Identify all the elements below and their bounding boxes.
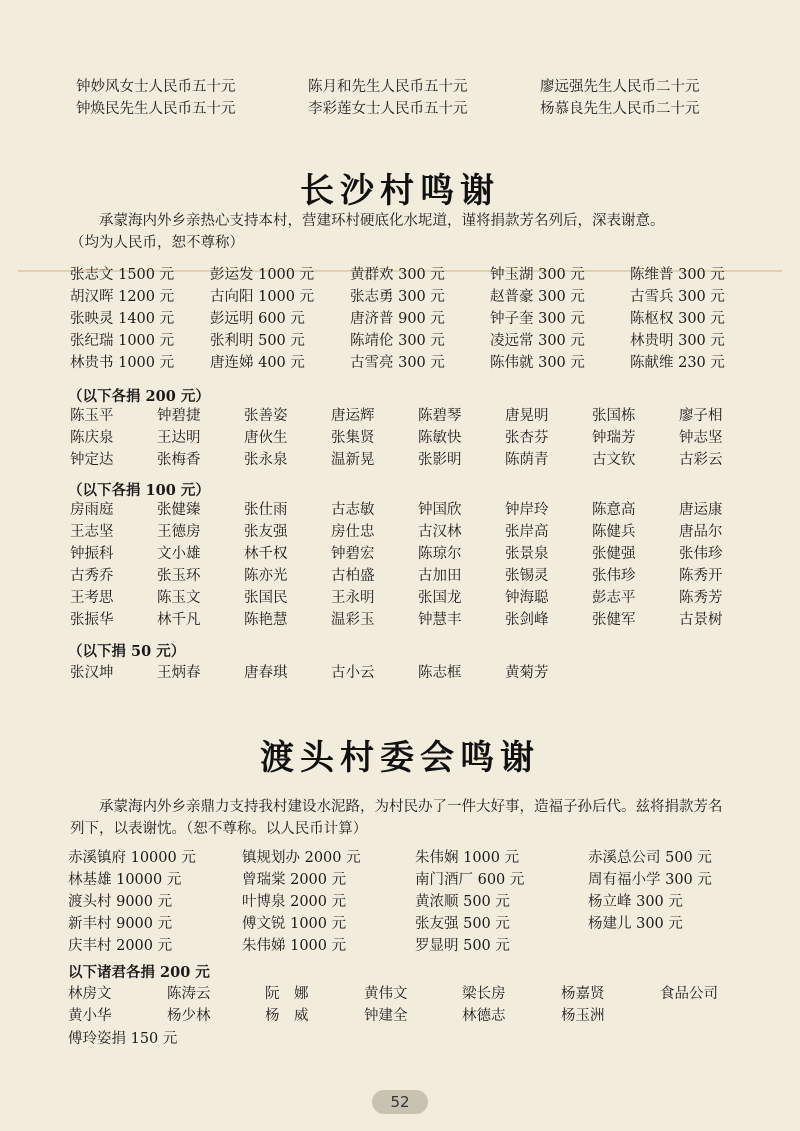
- donor-entry: 陈维普 300 元: [630, 267, 725, 283]
- donor-entry: 杨建儿 300 元: [588, 916, 683, 932]
- donor-entry: 李彩莲女士人民币五十元: [308, 101, 468, 117]
- donor-name: 陈秀芳: [679, 590, 723, 606]
- donor-name: 古秀乔: [70, 568, 114, 584]
- donor-entry: 朱伟娣 1000 元: [242, 938, 347, 954]
- donor-entry: 黄浓顺 500 元: [415, 894, 510, 910]
- donor-name: 张国民: [244, 590, 288, 606]
- donor-name: 陈敏快: [418, 430, 462, 446]
- donor-name: 张仕雨: [244, 502, 288, 518]
- donor-name: 王志坚: [70, 524, 114, 540]
- donor-entry: 张纪瑞 1000 元: [70, 333, 175, 349]
- donor-name: 张永泉: [244, 452, 288, 468]
- donor-name: 王达明: [157, 430, 201, 446]
- donor-name: 古小云: [331, 665, 375, 681]
- donor-entry: 陈月和先生人民币五十元: [308, 79, 468, 95]
- donor-entry: 凌远常 300 元: [490, 333, 585, 349]
- donor-entry: 张利明 500 元: [210, 333, 305, 349]
- donor-name: 钟国欣: [418, 502, 462, 518]
- donor-name: 钟建全: [364, 1008, 408, 1024]
- donor-entry: 彭运发 1000 元: [210, 267, 315, 283]
- donor-entry: 周有福小学 300 元: [588, 872, 712, 888]
- donor-name: 王炳春: [157, 665, 201, 681]
- donor-name: 陈荫青: [505, 452, 549, 468]
- donor-entry: 林贵明 300 元: [630, 333, 725, 349]
- donor-name: 张汉坤: [70, 665, 114, 681]
- section2-title: 渡头村委会鸣谢: [260, 738, 540, 778]
- donor-name: 钟海聪: [505, 590, 549, 606]
- donor-entry: 廖远强先生人民币二十元: [540, 79, 700, 95]
- donor-entry: 陈伟就 300 元: [490, 355, 585, 371]
- donor-entry: 罗显明 500 元: [415, 938, 510, 954]
- donor-entry: 南门酒厂 600 元: [415, 872, 525, 888]
- donor-entry: 朱伟娴 1000 元: [415, 850, 520, 866]
- donor-name: 林千凡: [157, 612, 201, 628]
- donor-name: 杨少林: [167, 1008, 211, 1024]
- donor-entry: 钟妙风女士人民币五十元: [76, 79, 236, 95]
- donor-name: 陈涛云: [167, 986, 211, 1002]
- donor-name: 王永明: [331, 590, 375, 606]
- donor-entry: 杨慕良先生人民币二十元: [540, 101, 700, 117]
- donor-name: 张振华: [70, 612, 114, 628]
- donor-name: 钟岸玲: [505, 502, 549, 518]
- donor-entry: 古雪亮 300 元: [350, 355, 445, 371]
- donor-name: 张集贤: [331, 430, 375, 446]
- donor-name: 文小雄: [157, 546, 201, 562]
- donor-name: 廖子相: [679, 408, 723, 424]
- donor-name: 王德房: [157, 524, 201, 540]
- donor-name: 张国龙: [418, 590, 462, 606]
- donor-name: 古文钦: [592, 452, 636, 468]
- donor-name: 张伟珍: [592, 568, 636, 584]
- donor-entry: 陈枢权 300 元: [630, 311, 725, 327]
- donor-name: 唐运康: [679, 502, 723, 518]
- donor-name: 古汉林: [418, 524, 462, 540]
- donor-name: 陈庆泉: [70, 430, 114, 446]
- donor-name: 黄小华: [68, 1008, 112, 1024]
- donor-entry: 钟玉湖 300 元: [490, 267, 585, 283]
- donor-entry: 林基雄 10000 元: [68, 872, 182, 888]
- donor-name: 陈健兵: [592, 524, 636, 540]
- donor-name: 彭志平: [592, 590, 636, 606]
- donor-name: 张玉环: [157, 568, 201, 584]
- donor-name: 杨玉洲: [561, 1008, 605, 1024]
- donor-entry: 新丰村 9000 元: [68, 916, 173, 932]
- donor-name: 陈玉平: [70, 408, 114, 424]
- donor-entry: 叶博泉 2000 元: [242, 894, 347, 910]
- donor-name: 梁长房: [462, 986, 506, 1002]
- donor-entry: 镇规划办 2000 元: [242, 850, 361, 866]
- donor-name: 唐品尔: [679, 524, 723, 540]
- donor-name: 林房文: [68, 986, 112, 1002]
- donor-entry: 唐济普 900 元: [350, 311, 445, 327]
- donor-name: 黄伟文: [364, 986, 408, 1002]
- donor-name: 钟碧捷: [157, 408, 201, 424]
- donor-name: 杨嘉贤: [561, 986, 605, 1002]
- donor-name: 钟定达: [70, 452, 114, 468]
- donor-name: 陈碧琴: [418, 408, 462, 424]
- donor-entry: 林贵书 1000 元: [70, 355, 175, 371]
- donor-name: 唐晃明: [505, 408, 549, 424]
- donor-entry: 张映灵 1400 元: [70, 311, 175, 327]
- donor-name: 食品公司: [660, 986, 718, 1002]
- donor-entry: 钟子奎 300 元: [490, 311, 585, 327]
- donor-entry: 赤溪总公司 500 元: [588, 850, 712, 866]
- donor-entry: 古向阳 1000 元: [210, 289, 315, 305]
- donor-name: 张友强: [244, 524, 288, 540]
- donor-entry: 张志文 1500 元: [70, 267, 175, 283]
- donor-entry: 黄群欢 300 元: [350, 267, 445, 283]
- donor-name: 张梅香: [157, 452, 201, 468]
- donor-name: 张健军: [592, 612, 636, 628]
- donor-name: 陈意高: [592, 502, 636, 518]
- donor-name: 张善姿: [244, 408, 288, 424]
- donor-name: 温新晃: [331, 452, 375, 468]
- section1-group50-label: （以下捐 50 元）: [68, 643, 186, 660]
- donor-name: 古景树: [679, 612, 723, 628]
- donor-name: 张景泉: [505, 546, 549, 562]
- donor-name: 钟慧丰: [418, 612, 462, 628]
- donor-name: 林德志: [462, 1008, 506, 1024]
- donor-name: 唐春琪: [244, 665, 288, 681]
- donor-name: 唐伙生: [244, 430, 288, 446]
- page-number: 52: [372, 1090, 428, 1114]
- donor-name: 张健臻: [157, 502, 201, 518]
- donor-entry: 杨立峰 300 元: [588, 894, 683, 910]
- donor-name: 张杏芬: [505, 430, 549, 446]
- donor-name: 张剑峰: [505, 612, 549, 628]
- donor-name: 古柏盛: [331, 568, 375, 584]
- donor-entry: 张志勇 300 元: [350, 289, 445, 305]
- donor-name: 林千权: [244, 546, 288, 562]
- donor-name: 陈志框: [418, 665, 462, 681]
- donor-name: 陈玉文: [157, 590, 201, 606]
- donor-entry: 渡头村 9000 元: [68, 894, 173, 910]
- donor-entry: 钟焕民先生人民币五十元: [76, 101, 236, 117]
- section1-group200-label: （以下各捐 200 元）: [68, 388, 210, 405]
- donor-entry: 陈靖伦 300 元: [350, 333, 445, 349]
- section1-group100-label: （以下各捐 100 元）: [68, 482, 210, 499]
- donor-name: 房仕忠: [331, 524, 375, 540]
- donor-name: 钟碧宏: [331, 546, 375, 562]
- donor-entry: 曾瑞棠 2000 元: [242, 872, 347, 888]
- donor-name: 张岸高: [505, 524, 549, 540]
- donor-name: 古加田: [418, 568, 462, 584]
- donor-entry: 胡汉晖 1200 元: [70, 289, 175, 305]
- donor-entry: 赵普豪 300 元: [490, 289, 585, 305]
- donor-name: 张国栋: [592, 408, 636, 424]
- donor-name: 唐运辉: [331, 408, 375, 424]
- donor-name: 杨 威: [265, 1008, 309, 1024]
- section1-intro: 承蒙海内外乡亲热心支持本村，营建环村硬底化水坭道，谨将捐款芳名列后，深表谢意。: [99, 213, 665, 229]
- donor-name: 张健强: [592, 546, 636, 562]
- donor-name: 陈亦光: [244, 568, 288, 584]
- donor-name: 钟振科: [70, 546, 114, 562]
- donor-entry: 陈献维 230 元: [630, 355, 725, 371]
- donor-entry: 张友强 500 元: [415, 916, 510, 932]
- donor-name: 陈琼尔: [418, 546, 462, 562]
- donor-entry: 古雪兵 300 元: [630, 289, 725, 305]
- section1-note: （均为人民币，恕不尊称）: [70, 235, 244, 251]
- donor-name: 张伟珍: [679, 546, 723, 562]
- donor-name: 钟志坚: [679, 430, 723, 446]
- donor-name: 王考思: [70, 590, 114, 606]
- section1-title: 长沙村鸣谢: [300, 171, 500, 211]
- donor-name: 阮 娜: [265, 986, 309, 1002]
- donor-name: 张影明: [418, 452, 462, 468]
- donor-entry: 庆丰村 2000 元: [68, 938, 173, 954]
- donor-entry: 赤溪镇府 10000 元: [68, 850, 196, 866]
- section2-last-line: 傅玲姿捐 150 元: [68, 1031, 178, 1047]
- donor-name: 陈秀开: [679, 568, 723, 584]
- section2-group200-label: 以下诸君各捐 200 元: [68, 964, 210, 981]
- section2-intro: 承蒙海内外乡亲鼎力支持我村建设水泥路，为村民办了一件大好事，造福子孙后代。兹将捐款芳名列下，以表谢忱。（恕不尊称。以人民币计算）: [70, 799, 723, 837]
- donor-name: 古志敏: [331, 502, 375, 518]
- donor-entry: 彭远明 600 元: [210, 311, 305, 327]
- donor-name: 钟瑞芳: [592, 430, 636, 446]
- donor-name: 温彩玉: [331, 612, 375, 628]
- donor-name: 黄菊芳: [505, 665, 549, 681]
- donor-entry: 唐连娣 400 元: [210, 355, 305, 371]
- donor-name: 张锡灵: [505, 568, 549, 584]
- donor-name: 房雨庭: [70, 502, 114, 518]
- donor-name: 古彩云: [679, 452, 723, 468]
- donor-entry: 傅文锐 1000 元: [242, 916, 347, 932]
- donor-name: 陈艳慧: [244, 612, 288, 628]
